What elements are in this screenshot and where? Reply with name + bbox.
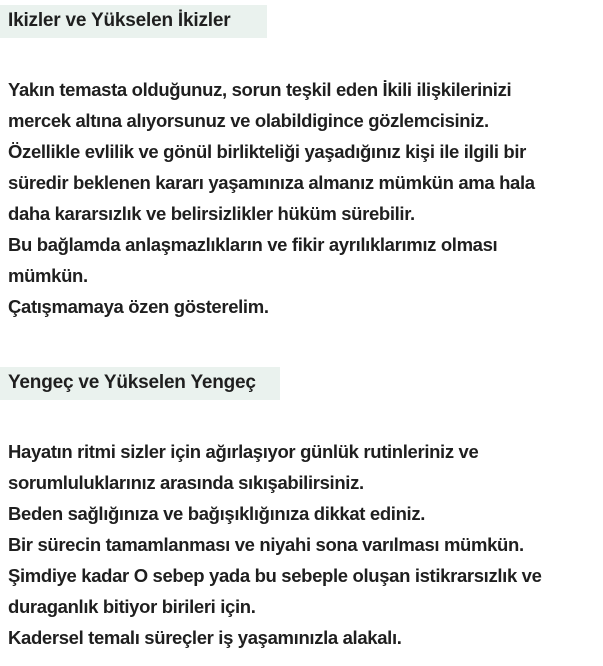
section-body (8, 436, 598, 653)
text-line: Hayatın ritmi sizler için ağırlaşıyor günlük rutinleriniz ve (8, 441, 479, 462)
text-line: duraganlık bitiyor birileri için. (8, 596, 256, 617)
text-line: Bu bağlamda anlaşmazlıkların ve fikir ayrılıklarımız olması (8, 234, 498, 255)
text-line: Şimdiye kadar O sebep yada bu sebeple oluşan istikrarsızlık ve (8, 565, 542, 586)
text-line: Kadersel temalı süreçler iş yaşamınızla alakalı. (8, 627, 402, 648)
text-line: mümkün. (8, 265, 88, 286)
section-yengec (0, 367, 603, 653)
text-line: Bir sürecin tamamlanması ve niyahi sona varılması mümkün. (8, 534, 524, 555)
text-line: süredir beklenen kararı yaşamınıza almanız mümkün ama hala (8, 172, 535, 193)
text-line: daha kararsızlık ve belirsizlikler hüküm sürebilir. (8, 203, 415, 224)
text-line: Özellikle evlilik ve gönül birlikteliği yaşadığınız kişi ile ilgili bir (8, 141, 526, 162)
text-line: Çatışmamaya özen gösterelim. (8, 296, 269, 317)
section-ikizler (0, 5, 603, 322)
section-heading: Yengeç ve Yükselen Yengeç (0, 367, 280, 400)
text-line: Yakın temasta olduğunuz, sorun teşkil eden İkili ilişkilerinizi (8, 79, 512, 100)
text-line: Beden sağlığınıza ve bağışıklığınıza dikkat ediniz. (8, 503, 426, 524)
section-body (8, 74, 598, 322)
text-line: sorumluluklarınız arasında sıkışabilirsiniz. (8, 472, 364, 493)
text-line: mercek altına alıyorsunuz ve olabildigince gözlemcisiniz. (8, 110, 489, 131)
section-heading: Ikizler ve Yükselen İkizler (0, 5, 267, 38)
